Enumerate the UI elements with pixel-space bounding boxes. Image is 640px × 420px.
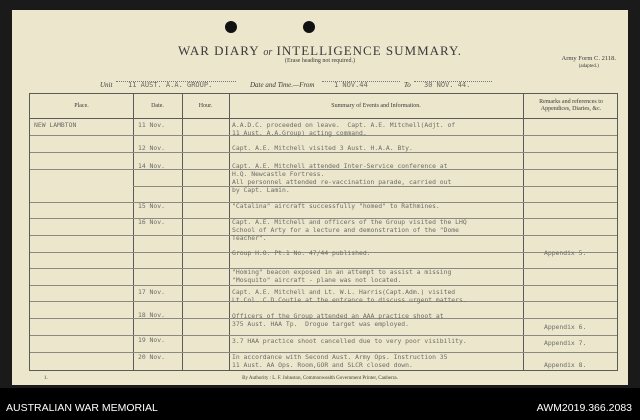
row-summary: Capt. A.E. Mitchell and Lt. W.L. Harris(Capt.Adm.) visited Lt.Col. C.D.Coutie at the entrance to discuss urgent matters. bbox=[232, 288, 467, 304]
diary-sheet bbox=[12, 10, 628, 385]
row-place: NEW LAMBTON bbox=[34, 121, 77, 129]
row-summary: In accordance with Second Aust. Army Ops. Instruction 35 11 Aust. AA Ops. Room,GOR and SLCR closed down. bbox=[232, 353, 448, 369]
row-summary: Officers of the Group attended an AAA practice shoot at 375 Aust. HAA Tp. Drogue target was employed. bbox=[232, 312, 444, 328]
title-war-diary: WAR DIARY bbox=[178, 43, 260, 58]
punch-hole-left bbox=[225, 21, 237, 33]
col-header-place: Place. bbox=[74, 102, 89, 109]
row-summary: Capt. A.E. Mitchell attended Inter-Service conference at H.Q. Newcastle Fortress. All personnel attended re-vaccination parade, carried out by Capt. Lamin. bbox=[232, 162, 452, 194]
row-remarks: Appendix 5. bbox=[544, 249, 587, 257]
row-remarks: Appendix 7. bbox=[544, 339, 587, 347]
title-or: or bbox=[263, 47, 273, 58]
row-date: 12 Nov. bbox=[138, 144, 165, 152]
row-date: 18 Nov. bbox=[138, 311, 165, 319]
punch-hole-right bbox=[303, 21, 315, 33]
row-summary: "Homing" beacon exposed in an attempt to assist a missing "Mosquito" aircraft - plane was not located. bbox=[232, 268, 452, 284]
form-subtitle: (Erase heading not required.) bbox=[285, 58, 355, 64]
army-form-number bbox=[562, 55, 616, 71]
form-number: Army Form C. 2118. bbox=[561, 55, 616, 62]
form-title bbox=[12, 43, 628, 59]
row-line bbox=[30, 335, 617, 336]
unit-date-line bbox=[12, 81, 628, 93]
row-summary: Group H.O. Pt.1 No. 47/44 published. bbox=[232, 249, 371, 257]
row-line bbox=[30, 285, 617, 286]
col-header-remarks: Remarks and references to Appendices, Diaries, &c. bbox=[539, 99, 603, 112]
row-date: 20 Nov. bbox=[138, 353, 165, 361]
date-to-value: 30 NOV. 44. bbox=[424, 81, 471, 89]
date-from-value: 1 NOV.44 bbox=[334, 81, 368, 89]
form-adapted: (adapted.) bbox=[578, 64, 599, 69]
col-header-hour: Hour. bbox=[198, 102, 213, 109]
row-date: 15 Nov. bbox=[138, 202, 165, 210]
row-summary: Capt. A.E. Mitchell and officers of the Group visited the LHQ School of Arty for a lecture and demonstration of the "Dome Teacher". bbox=[232, 218, 467, 242]
row-line bbox=[30, 152, 617, 153]
printer-authority: By Authority : L. F. Johnston, Commonwealth Government Printer, Canberra. bbox=[242, 376, 398, 381]
table-header bbox=[30, 94, 617, 119]
to-label: To bbox=[404, 81, 411, 89]
row-summary: A.A.D.C. proceeded on leave. Capt. A.E. Mitchell(Adjt. of 11 Aust. A.A.Group) acting command. bbox=[232, 121, 456, 137]
row-summary: 3.7 HAA practice shoot cancelled due to very poor visibility. bbox=[232, 337, 467, 345]
accession-number: AWM2019.366.2083 bbox=[536, 402, 632, 414]
row-date: 17 Nov. bbox=[138, 288, 165, 296]
footer-number: 1. bbox=[44, 376, 48, 381]
col-header-summary: Summary of Events and Information. bbox=[331, 102, 421, 109]
row-date: 11 Nov. bbox=[138, 121, 165, 129]
row-date: 19 Nov. bbox=[138, 336, 165, 344]
date-label: Date and Time.—From bbox=[250, 81, 315, 89]
row-date: 14 Nov. bbox=[138, 162, 165, 170]
row-date: 16 Nov. bbox=[138, 218, 165, 226]
diary-table bbox=[29, 93, 618, 371]
unit-label: Unit bbox=[100, 81, 113, 89]
archive-credit: AUSTRALIAN WAR MEMORIAL bbox=[6, 402, 158, 414]
col-header-date: Date. bbox=[151, 102, 164, 109]
row-summary: "Catalina" aircraft successfully "homed" to Rathmines. bbox=[232, 202, 440, 210]
row-summary: Capt. A.E. Mitchell visited 3 Aust. H.A.A. Bty. bbox=[232, 144, 413, 152]
row-remarks: Appendix 6. bbox=[544, 323, 587, 331]
unit-value: 11 AUST. A.A. GROUP. bbox=[128, 81, 213, 89]
title-intelligence-summary: INTELLIGENCE SUMMARY. bbox=[276, 43, 462, 58]
row-remarks: Appendix 8. bbox=[544, 361, 587, 369]
